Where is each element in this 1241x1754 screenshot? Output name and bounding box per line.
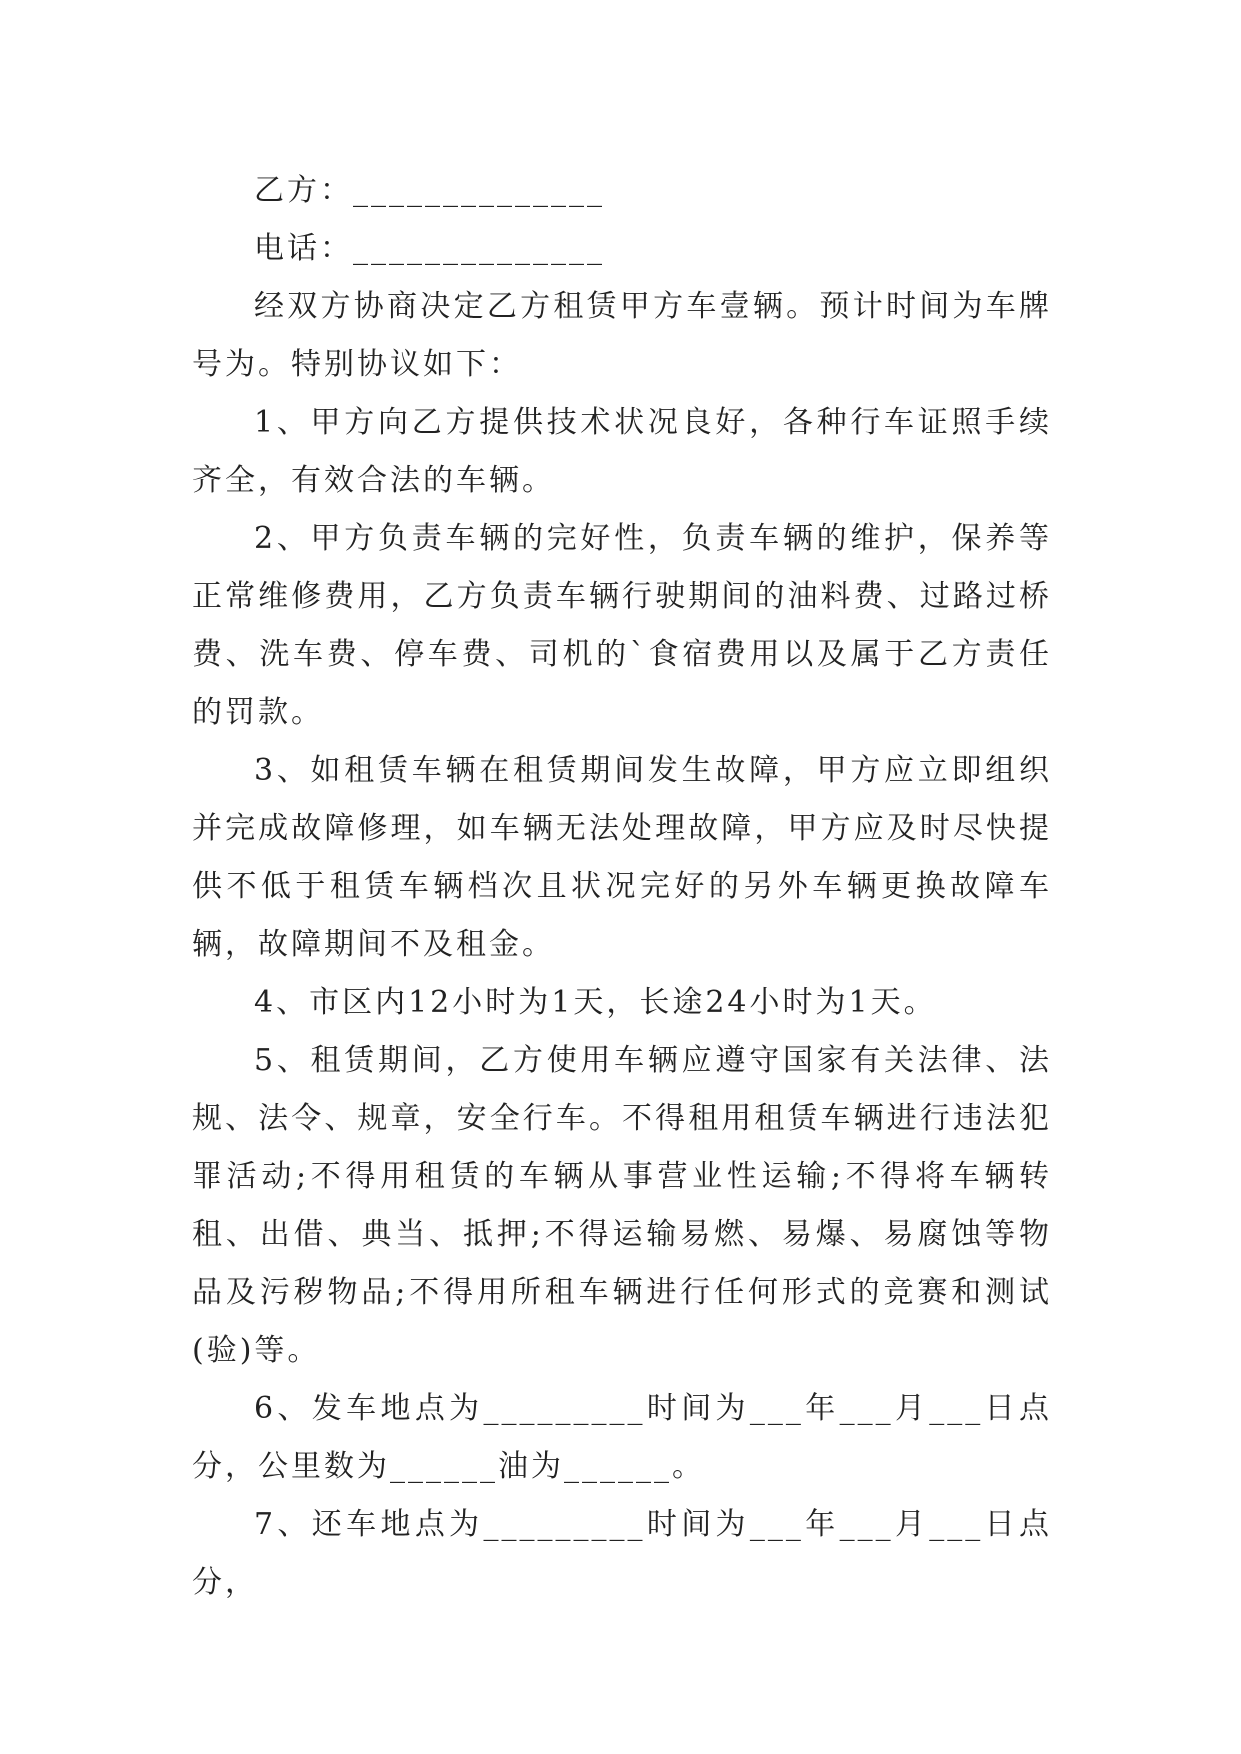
clause-2: 2、甲方负责车辆的完好性，负责车辆的维护，保养等正常维修费用，乙方负责车辆行驶期间的油料费、过路过桥费、洗车费、停车费、司机的`食宿费用以及属于乙方责任的罚款。 — [192, 521, 1052, 730]
clause-6: 6、发车地点为_________时间为___年___月___日点分，公里数为______油为______。 — [192, 1391, 1052, 1484]
document-body — [192, 162, 1052, 1612]
party-b-line: 乙方：______________ — [254, 173, 605, 208]
clause-4: 4、市区内12小时为1天，长途24小时为1天。 — [254, 985, 937, 1020]
clause-7: 7、还车地点为_________时间为___年___月___日点分， — [192, 1507, 1052, 1600]
clause-5: 5、租赁期间，乙方使用车辆应遵守国家有关法律、法规、法令、规章，安全行车。不得租用租赁车辆进行违法犯罪活动;不得用租赁的车辆从事营业性运输;不得将车辆转租、出借、典当、抵押;不得运输易燃、易爆、易腐蚀等物品及污秽物品;不得用所租车辆进行任何形式的竞赛和测试(验)等。 — [192, 1043, 1052, 1368]
phone-line: 电话：______________ — [254, 231, 605, 266]
clause-3: 3、如租赁车辆在租赁期间发生故障，甲方应立即组织并完成故障修理，如车辆无法处理故障，甲方应及时尽快提供不低于租赁车辆档次且状况完好的另外车辆更换故障车辆，故障期间不及租金。 — [192, 753, 1052, 962]
intro-paragraph: 经双方协商决定乙方租赁甲方车壹辆。预计时间为车牌号为。特别协议如下： — [192, 289, 1052, 382]
clause-1: 1、甲方向乙方提供技术状况良好，各种行车证照手续齐全，有效合法的车辆。 — [192, 405, 1052, 498]
